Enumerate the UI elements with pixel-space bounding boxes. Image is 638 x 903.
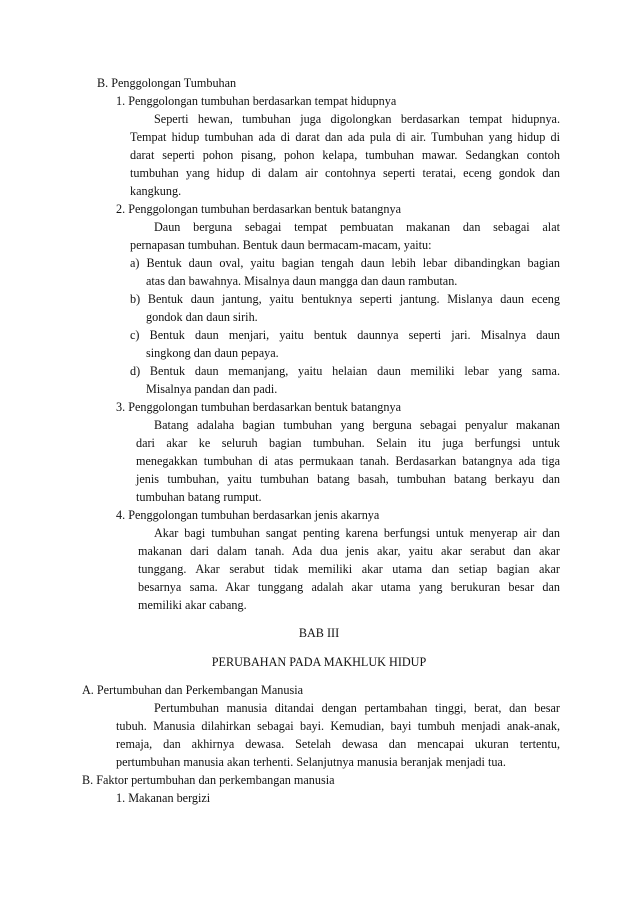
paragraph-line: Daun berguna sebagai tempat pembuatan makanan dan sebagai alat (154, 220, 560, 234)
chapter-title: PERUBAHAN PADA MAKHLUK HIDUP (211, 655, 427, 669)
paragraph-line: darat seperti pohon pisang, pohon kelapa, tumbuhan mawar. Sedangkan contoh (130, 148, 560, 162)
paragraph-line: tunggang. Akar serabut tidak memiliki akar utama dan setiap bagian akar (138, 562, 560, 576)
list-item-continuation: gondok dan daun sirih. (146, 310, 258, 324)
list-item: a) Bentuk daun oval, yaitu bagian tengah daun lebih lebar dibandingkan bagian (130, 256, 560, 270)
paragraph-line: Batang adalaha bagian tumbuhan yang berguna sebagai penyalur makanan (154, 418, 560, 432)
section-b-heading: B. Penggolongan Tumbuhan (97, 76, 237, 90)
list-item: b) Bentuk daun jantung, yaitu bentuknya seperti jantung. Mislanya daun eceng (130, 292, 560, 306)
paragraph-line: pertumbuhan manusia akan terhenti. Selanjutnya manusia beranjak menjadi tua. (116, 755, 506, 769)
paragraph-line: Pertumbuhan manusia ditandai dengan pertambahan tinggi, berat, dan besar (154, 701, 560, 715)
section-b2-heading: B. Faktor pertumbuhan dan perkembangan manusia (82, 773, 335, 787)
section-b2-item-1: 1. Makanan bergizi (116, 791, 211, 805)
list-item: c) Bentuk daun menjari, yaitu bentuk daunnya seperti jari. Misalnya daun (130, 328, 560, 342)
list-item: d) Bentuk daun memanjang, yaitu helaian daun memiliki lebar yang sama. (130, 364, 560, 378)
paragraph-line: Seperti hewan, tumbuhan juga digolongkan berdasarkan tempat hidupnya. (154, 112, 560, 126)
paragraph-line: dari akar ke seluruh bagian tumbuhan. Selain itu juga berfungsi untuk (136, 436, 560, 450)
chapter-number: BAB III (298, 626, 340, 640)
paragraph-line: memiliki akar cabang. (138, 598, 247, 612)
item-3-title: 3. Penggolongan tumbuhan berdasarkan bentuk batangnya (116, 400, 401, 414)
paragraph-line: besarnya sama. Akar tunggang adalah akar utama yang berukuran besar dan (138, 580, 560, 594)
list-item-continuation: atas dan bawahnya. Misalnya daun mangga dan daun rambutan. (146, 274, 458, 288)
paragraph-line: Akar bagi tumbuhan sangat penting karena berfungsi untuk menyerap air dan (154, 526, 560, 540)
item-2-title: 2. Penggolongan tumbuhan berdasarkan bentuk batangnya (116, 202, 401, 216)
item-4-title: 4. Penggolongan tumbuhan berdasarkan jenis akarnya (116, 508, 380, 522)
section-a-heading: A. Pertumbuhan dan Perkembangan Manusia (82, 683, 304, 697)
paragraph-line: tumbuhan batang rumput. (136, 490, 262, 504)
paragraph-line: makanan dari dalam tanah. Ada dua jenis akar, yaitu akar serabut dan akar (138, 544, 560, 558)
paragraph-line: Tempat hidup tumbuhan ada di darat dan ada pula di air. Tumbuhan yang hidup di (130, 130, 560, 144)
item-1-title: 1. Penggolongan tumbuhan berdasarkan tempat hidupnya (116, 94, 397, 108)
paragraph-line: tumbuhan yang hidup di dalam air contohnya seperti teratai, eceng gondok dan (130, 166, 560, 180)
list-item-continuation: singkong dan daun pepaya. (146, 346, 279, 360)
paragraph-line: kangkung. (130, 184, 182, 198)
paragraph-line: menegakkan tumbuhan di atas permukaan tanah. Berdasarkan batangnya ada tiga (136, 454, 560, 468)
paragraph-line: jenis tumbuhan, yaitu tumbuhan batang basah, tumbuhan batang berkayu dan (136, 472, 560, 486)
paragraph-line: pernapasan tumbuhan. Bentuk daun bermacam-macam, yaitu: (130, 238, 432, 252)
paragraph-line: tubuh. Manusia dilahirkan sebagai bayi. Kemudian, bayi tumbuh menjadi anak-anak, (116, 719, 560, 733)
paragraph-line: remaja, dan akhirnya dewasa. Setelah dewasa dan mencapai ukuran tertentu, (116, 737, 560, 751)
list-item-continuation: Misalnya pandan dan padi. (146, 382, 278, 396)
